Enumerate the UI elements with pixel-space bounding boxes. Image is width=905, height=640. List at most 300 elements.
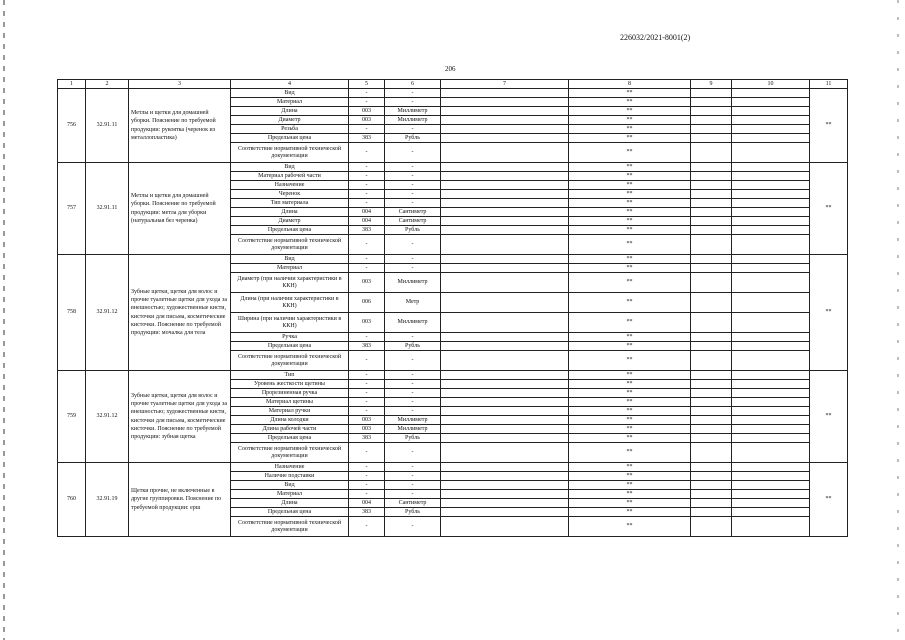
characteristic-name: Предельная цена [231, 342, 349, 351]
characteristic-name: Материал щетины [231, 398, 349, 407]
column-header: 4 [231, 80, 349, 89]
unit-code: 003 [349, 107, 385, 116]
unit-code: 004 [349, 499, 385, 508]
unit-name: Миллиметр [385, 425, 441, 434]
unit-code: - [349, 89, 385, 98]
page-number: 206 [445, 65, 456, 73]
value-cell: ** [569, 98, 691, 107]
column-header: 10 [732, 80, 810, 89]
characteristic-name: Материал [231, 490, 349, 499]
characteristic-name: Наличие подставки [231, 472, 349, 481]
value-cell: ** [569, 116, 691, 125]
empty-cell [732, 313, 810, 333]
unit-code: - [349, 463, 385, 472]
okpd2-code: 32.91.12 [86, 255, 129, 371]
unit-code: - [349, 351, 385, 371]
value-cell: ** [569, 293, 691, 313]
value-cell: ** [569, 199, 691, 208]
empty-cell [732, 89, 810, 98]
unit-code: - [349, 443, 385, 463]
item-description: Зубные щетки, щетки для волос и прочие туалетные щетки для ухода за внешностью; художественные кисти, кисточки для письма, косметические кисточки. Пояснение по требуемой продукции: зубная щетка [129, 371, 231, 463]
item-description: Щетки прочие, не включенные в другие группировки. Пояснение по требуемой продукции: ерш [129, 463, 231, 537]
characteristic-name: Вид [231, 255, 349, 264]
value-cell: ** [569, 463, 691, 472]
column-header: 7 [441, 80, 569, 89]
empty-cell [732, 416, 810, 425]
unit-name: - [385, 517, 441, 537]
characteristic-name: Предельная цена [231, 508, 349, 517]
unit-name: Миллиметр [385, 273, 441, 293]
characteristic-name: Материал ручки [231, 407, 349, 416]
unit-code: 004 [349, 208, 385, 217]
characteristic-name: Тип [231, 371, 349, 380]
empty-cell [441, 425, 569, 434]
unit-name: Рубль [385, 134, 441, 143]
characteristic-name: Черенок [231, 190, 349, 199]
unit-name: Миллиметр [385, 313, 441, 333]
unit-name: Рубль [385, 508, 441, 517]
value-cell: ** [569, 472, 691, 481]
characteristic-name: Резьба [231, 125, 349, 134]
unit-name: - [385, 481, 441, 490]
unit-code: 003 [349, 425, 385, 434]
unit-name: - [385, 98, 441, 107]
empty-cell [441, 371, 569, 380]
value-cell: ** [569, 208, 691, 217]
document-number: 226032/2021-8001(2) [620, 33, 691, 42]
unit-code: - [349, 380, 385, 389]
empty-cell [441, 134, 569, 143]
empty-cell [441, 172, 569, 181]
column-header: 1 [58, 80, 86, 89]
value-cell: ** [569, 371, 691, 380]
item-note: ** [810, 163, 848, 255]
empty-cell [441, 226, 569, 235]
empty-cell [691, 293, 732, 313]
empty-cell [691, 264, 732, 273]
value-cell: ** [569, 398, 691, 407]
table-row [58, 89, 848, 98]
registry-table [57, 79, 848, 537]
empty-cell [732, 181, 810, 190]
empty-cell [691, 490, 732, 499]
empty-cell [691, 89, 732, 98]
empty-cell [732, 398, 810, 407]
unit-name: - [385, 472, 441, 481]
empty-cell [441, 217, 569, 226]
unit-code: 383 [349, 226, 385, 235]
value-cell: ** [569, 443, 691, 463]
unit-code: - [349, 472, 385, 481]
value-cell: ** [569, 313, 691, 333]
characteristic-name: Ширина (при наличии характеристики в ККН) [231, 313, 349, 333]
empty-cell [691, 125, 732, 134]
unit-code: 383 [349, 342, 385, 351]
unit-name: - [385, 371, 441, 380]
empty-cell [691, 98, 732, 107]
characteristic-name: Вид [231, 163, 349, 172]
empty-cell [691, 342, 732, 351]
unit-code: - [349, 163, 385, 172]
empty-cell [441, 407, 569, 416]
empty-cell [441, 443, 569, 463]
empty-cell [732, 481, 810, 490]
empty-cell [732, 199, 810, 208]
characteristic-name: Предельная цена [231, 226, 349, 235]
value-cell: ** [569, 107, 691, 116]
unit-name: Сантиметр [385, 208, 441, 217]
characteristic-name: Длина [231, 107, 349, 116]
value-cell: ** [569, 143, 691, 163]
value-cell: ** [569, 226, 691, 235]
empty-cell [732, 264, 810, 273]
unit-name: - [385, 163, 441, 172]
empty-cell [441, 416, 569, 425]
empty-cell [732, 443, 810, 463]
unit-name: - [385, 443, 441, 463]
empty-cell [732, 116, 810, 125]
value-cell: ** [569, 425, 691, 434]
value-cell: ** [569, 380, 691, 389]
item-number: 757 [58, 163, 86, 255]
unit-name: - [385, 255, 441, 264]
characteristic-name: Длина [231, 208, 349, 217]
okpd2-code: 32.91.11 [86, 89, 129, 163]
item-number: 760 [58, 463, 86, 537]
empty-cell [441, 255, 569, 264]
empty-cell [732, 235, 810, 255]
column-header: 9 [691, 80, 732, 89]
characteristic-name: Диаметр [231, 116, 349, 125]
empty-cell [441, 125, 569, 134]
value-cell: ** [569, 190, 691, 199]
empty-cell [732, 407, 810, 416]
characteristic-name: Предельная цена [231, 434, 349, 443]
unit-code: 383 [349, 508, 385, 517]
okpd2-code: 32.91.11 [86, 163, 129, 255]
unit-name: - [385, 490, 441, 499]
unit-code: 003 [349, 116, 385, 125]
item-note: ** [810, 89, 848, 163]
empty-cell [732, 463, 810, 472]
empty-cell [441, 208, 569, 217]
characteristic-name: Соответствие нормативной технической документации [231, 443, 349, 463]
unit-name: - [385, 89, 441, 98]
item-description: Метлы и щетки для домашней уборки. Пояснение по требуемой продукции: рукоятка (черенок из металлопластика) [129, 89, 231, 163]
empty-cell [441, 490, 569, 499]
value-cell: ** [569, 499, 691, 508]
unit-code: - [349, 517, 385, 537]
unit-code: 383 [349, 134, 385, 143]
unit-name: - [385, 351, 441, 371]
unit-code: - [349, 407, 385, 416]
characteristic-name: Соответствие нормативной технической документации [231, 235, 349, 255]
unit-code: - [349, 371, 385, 380]
empty-cell [691, 351, 732, 371]
unit-code: - [349, 98, 385, 107]
characteristic-name: Длина (при наличии характеристики в ККН) [231, 293, 349, 313]
value-cell: ** [569, 134, 691, 143]
value-cell: ** [569, 255, 691, 264]
empty-cell [691, 407, 732, 416]
value-cell: ** [569, 407, 691, 416]
unit-code: - [349, 481, 385, 490]
unit-name: Рубль [385, 226, 441, 235]
value-cell: ** [569, 217, 691, 226]
value-cell: ** [569, 481, 691, 490]
empty-cell [691, 380, 732, 389]
characteristic-name: Вид [231, 481, 349, 490]
unit-name: - [385, 199, 441, 208]
empty-cell [732, 333, 810, 342]
value-cell: ** [569, 342, 691, 351]
empty-cell [441, 89, 569, 98]
empty-cell [441, 472, 569, 481]
item-number: 759 [58, 371, 86, 463]
empty-cell [691, 333, 732, 342]
empty-cell [691, 208, 732, 217]
empty-cell [441, 398, 569, 407]
unit-code: 003 [349, 416, 385, 425]
empty-cell [691, 199, 732, 208]
characteristic-name: Назначение [231, 463, 349, 472]
unit-name: Миллиметр [385, 416, 441, 425]
empty-cell [732, 425, 810, 434]
empty-cell [732, 517, 810, 537]
empty-cell [441, 163, 569, 172]
empty-cell [441, 293, 569, 313]
characteristic-name: Назначение [231, 181, 349, 190]
empty-cell [691, 107, 732, 116]
characteristic-name: Прорезиненная ручка [231, 389, 349, 398]
unit-code: 003 [349, 313, 385, 333]
value-cell: ** [569, 89, 691, 98]
value-cell: ** [569, 434, 691, 443]
empty-cell [732, 190, 810, 199]
empty-cell [441, 481, 569, 490]
value-cell: ** [569, 333, 691, 342]
column-header: 8 [569, 80, 691, 89]
value-cell: ** [569, 125, 691, 134]
empty-cell [441, 143, 569, 163]
empty-cell [732, 342, 810, 351]
empty-cell [732, 293, 810, 313]
empty-cell [732, 371, 810, 380]
unit-name: Миллиметр [385, 107, 441, 116]
value-cell: ** [569, 416, 691, 425]
empty-cell [441, 107, 569, 116]
table-row [58, 255, 848, 264]
empty-cell [441, 517, 569, 537]
empty-cell [441, 190, 569, 199]
empty-cell [732, 143, 810, 163]
column-header: 5 [349, 80, 385, 89]
empty-cell [732, 508, 810, 517]
unit-code: - [349, 398, 385, 407]
item-note: ** [810, 371, 848, 463]
unit-name: - [385, 264, 441, 273]
empty-cell [441, 499, 569, 508]
empty-cell [691, 163, 732, 172]
empty-cell [732, 389, 810, 398]
empty-cell [441, 389, 569, 398]
empty-cell [732, 125, 810, 134]
header-row [58, 80, 848, 89]
empty-cell [691, 517, 732, 537]
empty-cell [691, 226, 732, 235]
unit-code: - [349, 181, 385, 190]
characteristic-name: Диаметр (при наличии характеристики в ККН) [231, 273, 349, 293]
unit-name: - [385, 235, 441, 255]
empty-cell [732, 351, 810, 371]
value-cell: ** [569, 389, 691, 398]
empty-cell [691, 255, 732, 264]
characteristic-name: Ручка [231, 333, 349, 342]
empty-cell [441, 434, 569, 443]
characteristic-name: Соответствие нормативной технической документации [231, 351, 349, 371]
empty-cell [691, 313, 732, 333]
empty-cell [691, 273, 732, 293]
empty-cell [691, 172, 732, 181]
item-note: ** [810, 463, 848, 537]
value-cell: ** [569, 181, 691, 190]
column-header: 11 [810, 80, 848, 89]
empty-cell [441, 351, 569, 371]
empty-cell [691, 499, 732, 508]
unit-name: Метр [385, 293, 441, 313]
unit-name: - [385, 143, 441, 163]
characteristic-name: Соответствие нормативной технической документации [231, 143, 349, 163]
unit-code: - [349, 235, 385, 255]
value-cell: ** [569, 490, 691, 499]
value-cell: ** [569, 273, 691, 293]
item-description: Зубные щетки, щетки для волос и прочие туалетные щетки для ухода за внешностью; художественные кисти, кисточки для письма, косметические кисточки. Пояснение по требуемой продукции: мочалка для тела [129, 255, 231, 371]
unit-code: - [349, 264, 385, 273]
unit-name: - [385, 398, 441, 407]
empty-cell [441, 235, 569, 255]
characteristic-name: Материал [231, 264, 349, 273]
characteristic-name: Вид [231, 89, 349, 98]
empty-cell [441, 199, 569, 208]
unit-code: - [349, 190, 385, 199]
empty-cell [732, 434, 810, 443]
empty-cell [732, 255, 810, 264]
okpd2-code: 32.91.12 [86, 371, 129, 463]
empty-cell [691, 134, 732, 143]
empty-cell [691, 434, 732, 443]
unit-name: Сантиметр [385, 499, 441, 508]
characteristic-name: Материал рабочей части [231, 172, 349, 181]
empty-cell [732, 134, 810, 143]
unit-code: - [349, 143, 385, 163]
empty-cell [691, 235, 732, 255]
unit-code: - [349, 333, 385, 342]
empty-cell [691, 217, 732, 226]
unit-code: - [349, 490, 385, 499]
empty-cell [732, 380, 810, 389]
empty-cell [691, 481, 732, 490]
column-header: 2 [86, 80, 129, 89]
empty-cell [691, 398, 732, 407]
empty-cell [691, 425, 732, 434]
scan-edge-right [897, 0, 899, 640]
unit-name: - [385, 380, 441, 389]
characteristic-name: Материал [231, 98, 349, 107]
item-note: ** [810, 255, 848, 371]
unit-name: - [385, 181, 441, 190]
unit-code: - [349, 255, 385, 264]
table-row [58, 371, 848, 380]
unit-name: - [385, 125, 441, 134]
empty-cell [441, 333, 569, 342]
value-cell: ** [569, 517, 691, 537]
empty-cell [441, 116, 569, 125]
column-header: 3 [129, 80, 231, 89]
empty-cell [732, 172, 810, 181]
unit-name: - [385, 190, 441, 199]
item-number: 758 [58, 255, 86, 371]
empty-cell [691, 443, 732, 463]
unit-code: - [349, 172, 385, 181]
empty-cell [732, 490, 810, 499]
unit-name: - [385, 389, 441, 398]
unit-code: 004 [349, 217, 385, 226]
empty-cell [691, 190, 732, 199]
value-cell: ** [569, 235, 691, 255]
empty-cell [691, 389, 732, 398]
empty-cell [441, 264, 569, 273]
empty-cell [732, 208, 810, 217]
unit-code: 003 [349, 273, 385, 293]
empty-cell [441, 342, 569, 351]
empty-cell [732, 107, 810, 116]
empty-cell [691, 463, 732, 472]
table-row [58, 463, 848, 472]
empty-cell [441, 380, 569, 389]
empty-cell [732, 98, 810, 107]
empty-cell [691, 181, 732, 190]
unit-code: 383 [349, 434, 385, 443]
table-row [58, 163, 848, 172]
okpd2-code: 32.91.19 [86, 463, 129, 537]
value-cell: ** [569, 508, 691, 517]
value-cell: ** [569, 163, 691, 172]
unit-code: - [349, 199, 385, 208]
scan-edge-left [3, 0, 5, 640]
unit-name: - [385, 333, 441, 342]
empty-cell [441, 273, 569, 293]
empty-cell [441, 508, 569, 517]
empty-cell [691, 116, 732, 125]
unit-name: - [385, 407, 441, 416]
value-cell: ** [569, 264, 691, 273]
empty-cell [691, 143, 732, 163]
item-description: Метлы и щетки для домашней уборки. Пояснение по требуемой продукции: метла для уборки (натуральная без черенка) [129, 163, 231, 255]
empty-cell [732, 217, 810, 226]
unit-name: - [385, 172, 441, 181]
empty-cell [732, 273, 810, 293]
empty-cell [732, 472, 810, 481]
column-header: 6 [385, 80, 441, 89]
value-cell: ** [569, 172, 691, 181]
value-cell: ** [569, 351, 691, 371]
empty-cell [691, 472, 732, 481]
empty-cell [441, 98, 569, 107]
characteristic-name: Длина [231, 499, 349, 508]
empty-cell [732, 163, 810, 172]
unit-name: - [385, 463, 441, 472]
unit-code: - [349, 389, 385, 398]
